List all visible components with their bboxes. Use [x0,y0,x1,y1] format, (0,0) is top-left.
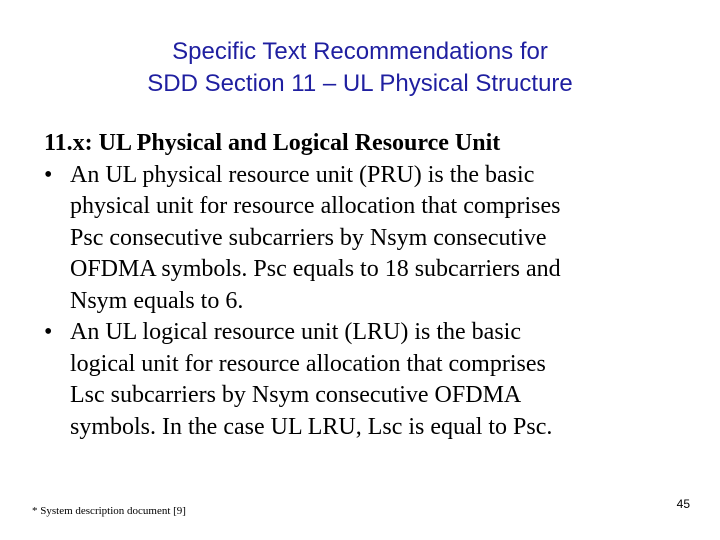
slide-title-line-2: SDD Section 11 – UL Physical Structure [147,70,573,97]
slide-title-line-1: Specific Text Recommendations for [172,38,548,65]
bullet-item-lru [44,317,694,443]
bullet-line: logical unit for resource allocation that comprises [70,350,546,377]
slide-title [0,36,720,100]
slide-body [44,128,694,443]
bullet-line: OFDMA symbols. Psc equals to 18 subcarriers and [70,256,561,282]
bullet-marker: • [44,319,53,345]
bullet-line: Nsym equals to 6. [70,287,244,314]
bullet-line: Lsc subcarriers by Nsym consecutive OFDMA [70,382,522,408]
bullet-text-pru [70,160,694,318]
bullet-line: An UL physical resource unit (PRU) is the basic [70,161,535,188]
bullet-line: physical unit for resource allocation that comprises [70,193,561,219]
bullet-text-lru [70,317,694,443]
bullet-item-pru [44,160,694,318]
bullet-line: symbols. In the case UL LRU, Lsc is equal to Psc. [70,413,553,440]
bullet-marker: • [44,161,53,188]
page-number: 45 [676,497,690,511]
bullet-line: An UL logical resource unit (LRU) is the basic [70,319,521,345]
footnote: * System description document [9] [32,505,186,517]
section-heading: 11.x: UL Physical and Logical Resource Unit [44,130,501,156]
bullet-line: Psc consecutive subcarriers by Nsym consecutive [70,224,547,251]
